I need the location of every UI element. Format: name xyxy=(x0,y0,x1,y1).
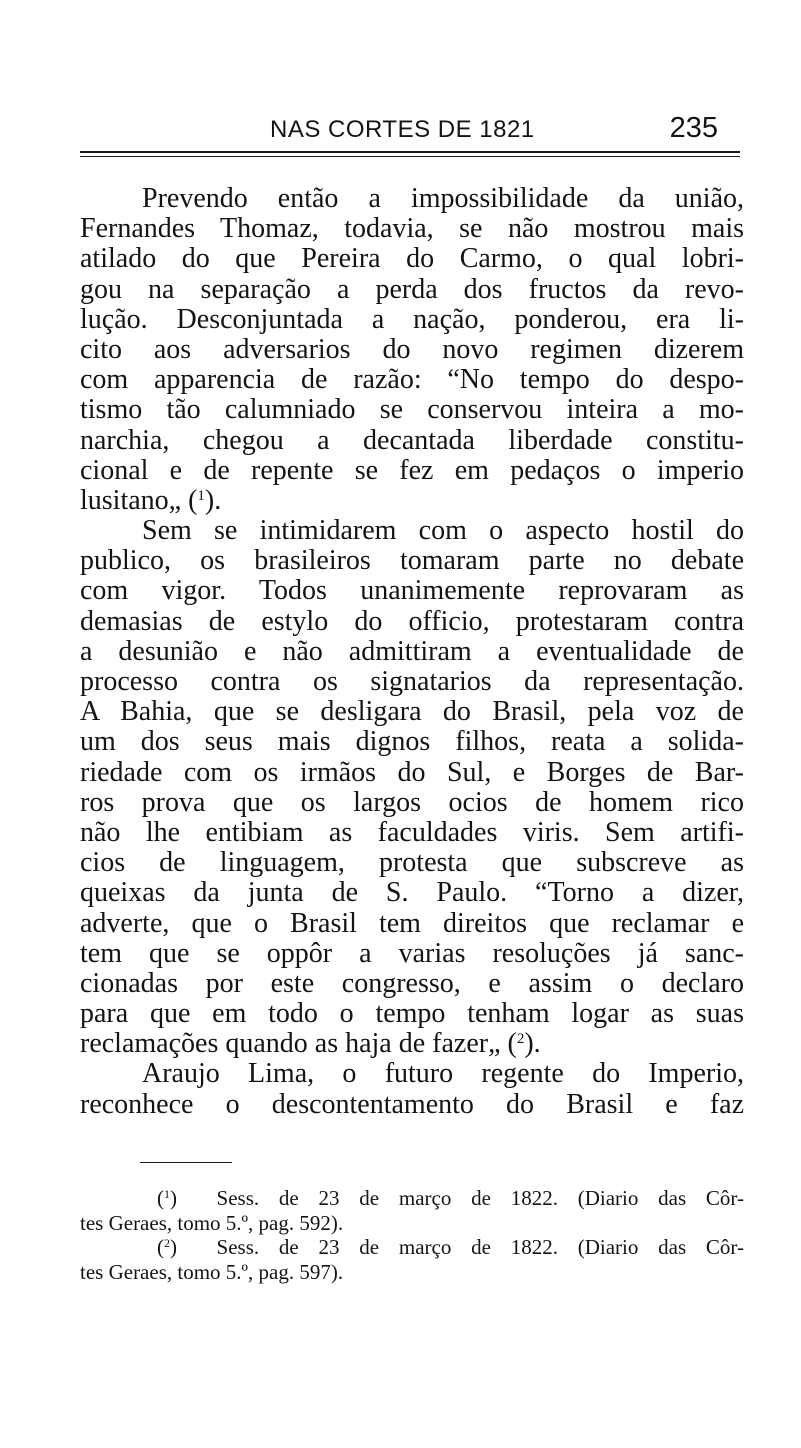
text-line: com apparencia de razão: “No tempo do despo- xyxy=(80,364,744,396)
text-line: um dos seus mais dignos filhos, reata a solida- xyxy=(80,726,744,758)
text-line xyxy=(80,486,744,516)
text-fragment: lusitano„ ( xyxy=(80,484,198,516)
text-line: gou na separação a perda dos fructos da revo- xyxy=(80,273,744,305)
text-line: cionadas por este congresso, e assim o declaro xyxy=(80,967,744,999)
paragraph xyxy=(80,184,744,516)
text-line: cios de linguagem, protesta que subscreve as xyxy=(80,847,744,879)
text-fragment: reclamações quando as haja de fazer„ ( xyxy=(80,1028,517,1060)
text-line: cional e de repente se fez em pedaços o imperio xyxy=(80,454,744,486)
header-rule-thin xyxy=(80,156,740,157)
text-line xyxy=(80,1029,744,1059)
footnote-line: tes Geraes, tomo 5.º, pag. 597). xyxy=(80,1259,344,1284)
text-line: cito aos adversarios do novo regimen dizerem xyxy=(80,333,744,365)
text-line: riedade com os irmãos do Sul, e Borges de Bar- xyxy=(80,756,744,788)
text-line: tem que se oppôr a varias resoluções já sanc- xyxy=(80,937,744,969)
text-line: tismo tão calumniado se conservou inteira a mo- xyxy=(80,394,744,426)
footnote-ref: 1 xyxy=(197,487,205,504)
footnote-separator xyxy=(140,1162,232,1163)
text-fragment: ). xyxy=(204,484,222,516)
running-head xyxy=(80,112,740,148)
footnote-marker: 1 xyxy=(164,1187,170,1201)
text-line: Prevendo então a impossibilidade da união, xyxy=(142,183,744,214)
footnote-text: Sess. de 23 de março de 1822. (Diario das Côr- xyxy=(216,1186,744,1210)
text-line: processo contra os signatarios da representação. xyxy=(80,666,744,697)
text-line: Fernandes Thomaz, todavia, se não mostrou mais xyxy=(80,213,744,245)
text-line: a desunião e não admittiram a eventualidade de xyxy=(80,635,744,667)
text-line: adverte, que o Brasil tem direitos que reclamar e xyxy=(80,907,744,939)
footnote xyxy=(80,1186,744,1235)
running-title: NAS CORTES DE 1821 xyxy=(270,116,535,143)
paragraph xyxy=(80,516,744,1059)
footnote-line: tes Geraes, tomo 5.º, pag. 592). xyxy=(80,1210,344,1235)
text-fragment: ). xyxy=(524,1028,541,1060)
footnote xyxy=(80,1235,744,1284)
footnote-marker: 2 xyxy=(164,1236,170,1250)
text-line: A Bahia, que se desligara do Brasil, pela voz de xyxy=(80,696,744,728)
text-line: Sem se intimidarem com o aspecto hostil do xyxy=(142,515,744,547)
text-line: lução. Desconjuntada a nação, ponderou, era li- xyxy=(80,303,744,335)
header-rule xyxy=(80,151,740,153)
footnote-ref: 2 xyxy=(516,1031,525,1048)
text-line: atilado do que Pereira do Carmo, o qual lobri- xyxy=(80,243,744,275)
text-line: demasias de estylo do officio, protestaram contra xyxy=(80,605,744,637)
text-line: publico, os brasileiros tomaram parte no debate xyxy=(80,545,744,577)
paragraph xyxy=(80,1059,744,1119)
text-line: Araujo Lima, o futuro regente do Imperio, xyxy=(142,1058,744,1090)
text-line: para que em todo o tempo tenham logar as suas xyxy=(80,998,744,1030)
footnote-text: Sess. de 23 de março de 1822. (Diario das Côr- xyxy=(216,1235,744,1259)
text-line: não lhe entibiam as faculdades viris. Sem artifi- xyxy=(80,816,744,848)
body-text xyxy=(80,184,744,1120)
page-number: 235 xyxy=(669,112,718,144)
text-line: com vigor. Todos unanimemente reprovaram as xyxy=(80,575,744,607)
footnote-line: ($^2$) Sess. de 23 de março de 1822. (Diario das Côr- xyxy=(157,1235,744,1259)
footnote-line: ($^1$) Sess. de 23 de março de 1822. (Diario das Côr- xyxy=(157,1186,744,1210)
text-line: queixas da junta de S. Paulo. “Torno a dizer, xyxy=(80,877,744,909)
text-line: narchia, chegou a decantada liberdade constitu- xyxy=(80,424,744,456)
footnotes xyxy=(80,1186,744,1284)
text-line: reconhece o descontentamento do Brasil e faz xyxy=(80,1088,744,1120)
text-line: ros prova que os largos ocios de homem rico xyxy=(80,786,744,818)
